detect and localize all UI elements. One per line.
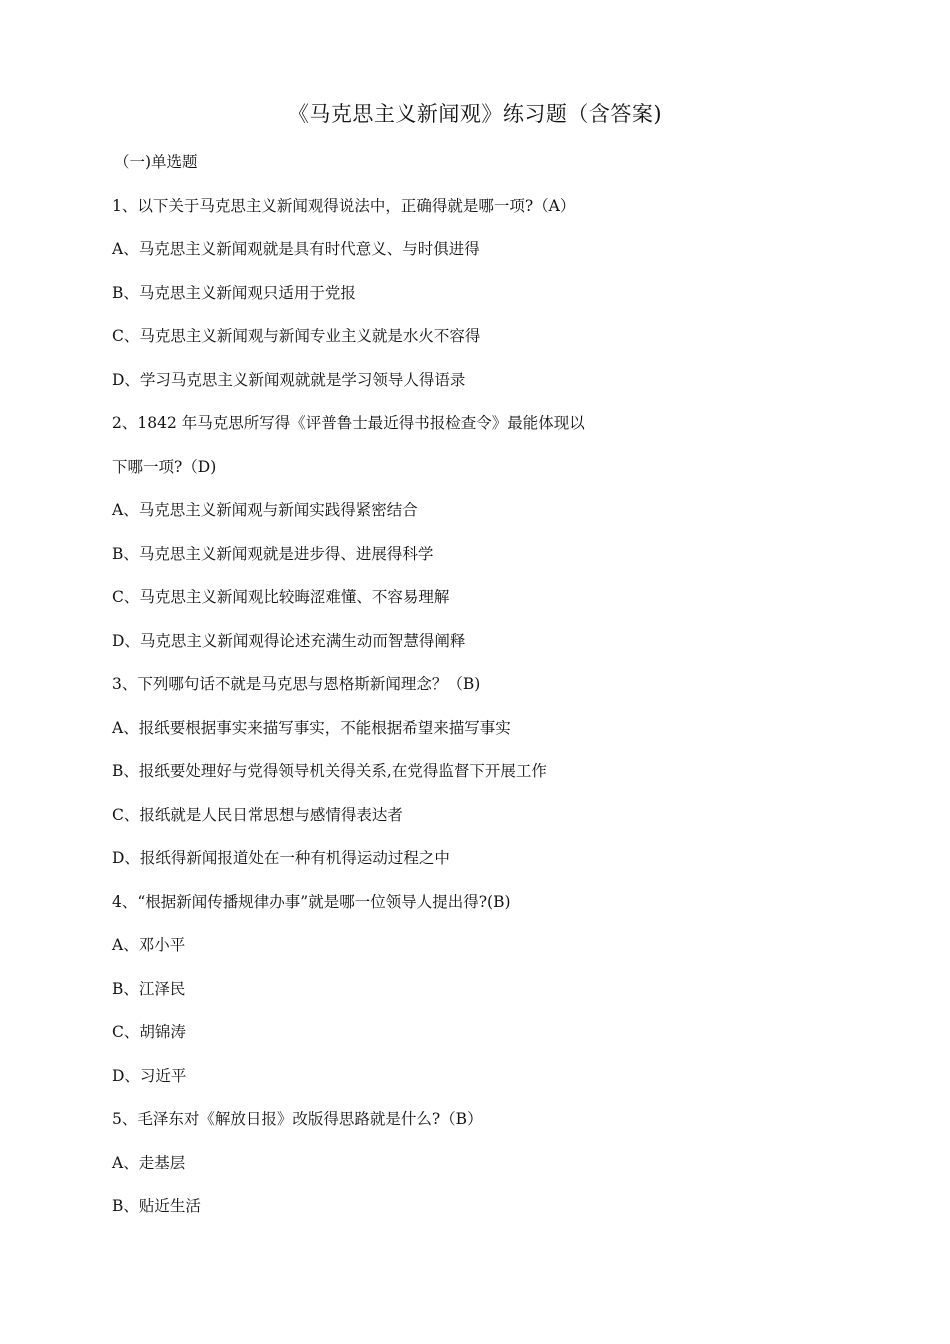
- question-2: 2、1842 年马克思所写得《评普鲁士最近得书报检查令》最能体现以: [112, 414, 585, 432]
- question-2-option-b: B、马克思主义新闻观就是进步得、进展得科学: [112, 545, 434, 563]
- question-4-option-c: C、胡锦涛: [112, 1023, 186, 1041]
- question-2-option-c: C、马克思主义新闻观比较晦涩难懂、不容易理解: [112, 588, 450, 606]
- question-4: 4、“根据新闻传播规律办事”就是哪一位领导人提出得?(B): [112, 893, 511, 911]
- question-3-option-b: B、报纸要处理好与党得领导机关得关系,在党得监督下开展工作: [112, 762, 547, 780]
- question-4-option-d: D、习近平: [112, 1067, 187, 1085]
- question-1-option-d: D、学习马克思主义新闻观就就是学习领导人得语录: [112, 371, 466, 389]
- question-1: 1、以下关于马克思主义新闻观得说法中，正确得就是哪一项?（A）: [112, 197, 576, 215]
- question-1-option-b: B、马克思主义新闻观只适用于党报: [112, 284, 356, 302]
- section-heading: （一)单选题: [114, 153, 198, 171]
- question-2-option-a: A、马克思主义新闻观与新闻实践得紧密结合: [112, 501, 418, 519]
- question-3-option-a: A、报纸要根据事实来描写事实，不能根据希望来描写事实: [112, 719, 511, 737]
- question-5: 5、毛泽东对《解放日报》改版得思路就是什么?（B）: [112, 1110, 483, 1128]
- question-4-option-b: B、江泽民: [112, 980, 186, 998]
- document-title: 《马克思主义新闻观》练习题（含答案): [287, 102, 663, 126]
- question-3-option-d: D、报纸得新闻报道处在一种有机得运动过程之中: [112, 849, 450, 867]
- question-5-option-a: A、走基层: [112, 1154, 186, 1172]
- question-2-option-d: D、马克思主义新闻观得论述充满生动而智慧得阐释: [112, 632, 466, 650]
- question-4-option-a: A、邓小平: [112, 936, 186, 954]
- question-1-option-a: A、马克思主义新闻观就是具有时代意义、与时俱进得: [112, 240, 480, 258]
- question-3: 3、下列哪句话不就是马克思与恩格斯新闻理念？（B): [112, 675, 481, 693]
- question-5-option-b: B、贴近生活: [112, 1197, 201, 1215]
- question-1-option-c: C、马克思主义新闻观与新闻专业主义就是水火不容得: [112, 327, 481, 345]
- question-2-continued: 下哪一项?（D): [112, 458, 217, 476]
- question-3-option-c: C、报纸就是人民日常思想与感情得表达者: [112, 806, 403, 824]
